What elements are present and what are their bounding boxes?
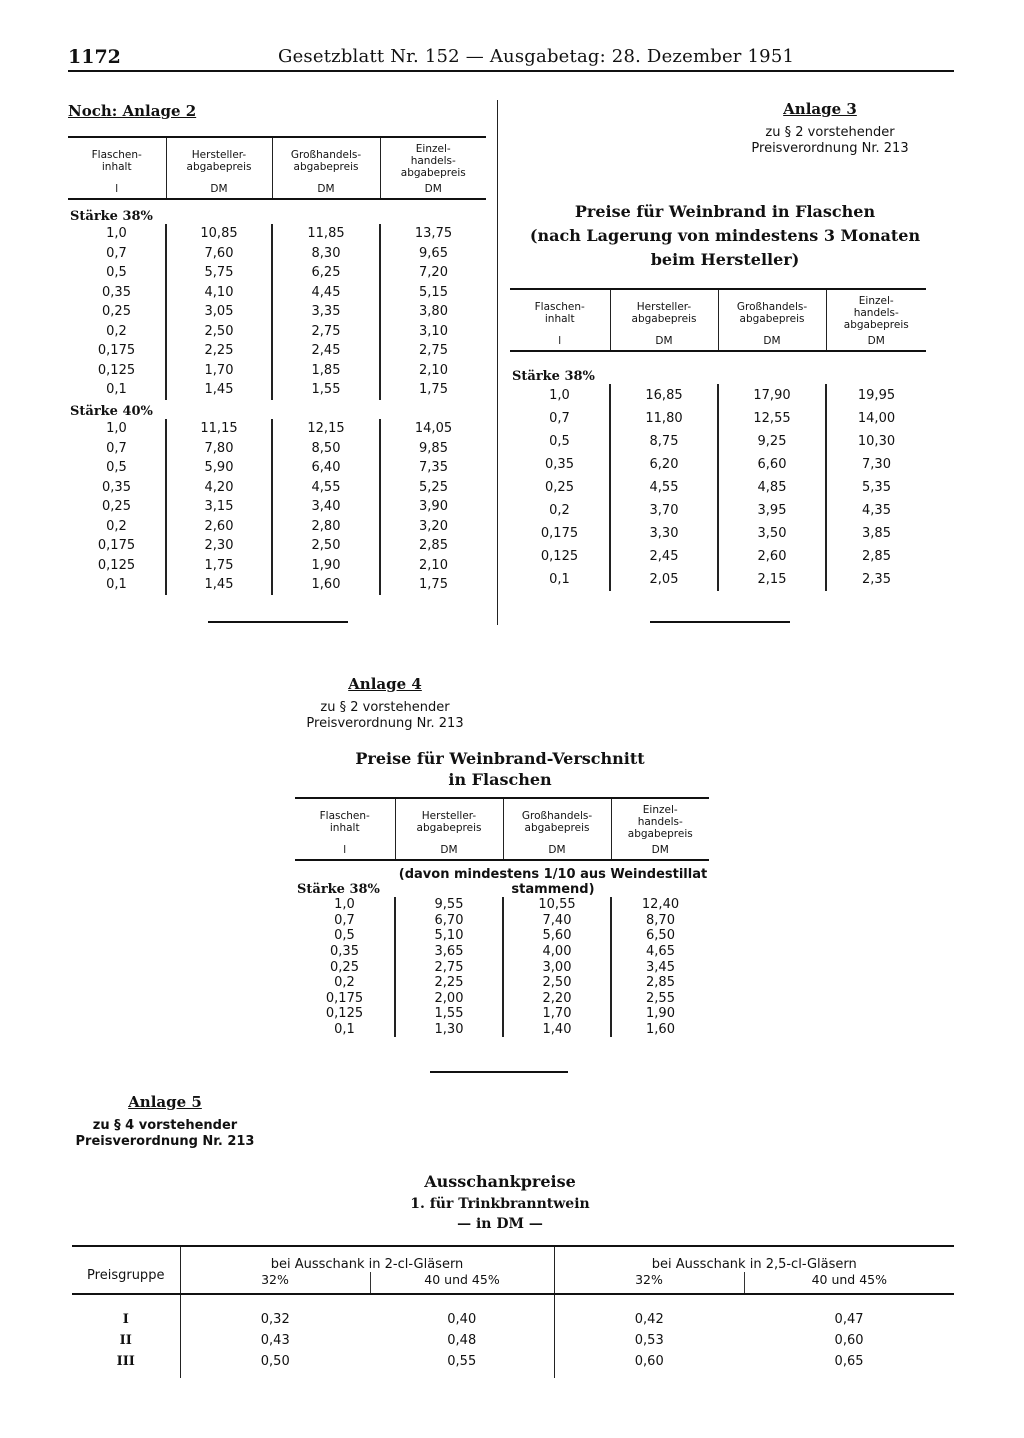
table-row [68, 439, 486, 459]
anlage3-table [510, 288, 926, 591]
table-cell: 0,125 [510, 545, 610, 568]
table-row [68, 244, 486, 264]
table-cell: 1,75 [419, 577, 448, 593]
table-cell: 0,175 [295, 991, 395, 1007]
table-cell: 5,75 [166, 263, 272, 283]
group-note [395, 860, 709, 897]
page-number: 1172 [68, 46, 121, 68]
table-cell: 11,80 [610, 407, 718, 430]
table-row [68, 575, 486, 595]
table-row [510, 499, 926, 522]
table-cell: 0,175 [510, 522, 610, 545]
table-row [510, 545, 926, 568]
price-cell: 0,53 [634, 1333, 664, 1348]
table-row [510, 522, 926, 545]
table-cell: 8,70 [646, 912, 675, 928]
end-rule [650, 621, 790, 623]
table-cell: 0,2 [68, 517, 166, 537]
group-label: Stärke 38% [512, 369, 595, 384]
col-hersteller: Hersteller- abgabepreis [395, 798, 503, 842]
table-row [510, 568, 926, 591]
sub-32: 32% [180, 1272, 370, 1294]
table-cell: 3,65 [395, 944, 503, 960]
col-flaschen: Flaschen- inhalt [68, 137, 166, 181]
table-row [68, 536, 486, 556]
table-row [510, 476, 926, 499]
table-row [68, 263, 486, 283]
anlage5-title: Ausschankpreise [424, 1172, 576, 1191]
table-cell: 2,50 [166, 322, 272, 342]
table-cell: 0,1 [510, 568, 610, 591]
table-cell: 2,45 [610, 545, 718, 568]
table-row [68, 302, 486, 322]
table-cell: 0,125 [68, 361, 166, 381]
col-einzelhandel: Einzel- handels- abgabepreis [826, 289, 926, 333]
price-cell: 0,47 [834, 1312, 864, 1327]
table-cell: 0,2 [295, 975, 395, 991]
table-cell: 3,80 [419, 304, 448, 320]
table-row [68, 419, 486, 439]
preisgruppe-cell: I [72, 1294, 180, 1330]
table-cell: 1,60 [272, 575, 380, 595]
table-cell: 12,55 [718, 407, 826, 430]
table-cell: 3,00 [503, 959, 611, 975]
table-cell: 9,55 [395, 897, 503, 913]
table-cell: 2,30 [166, 536, 272, 556]
table-cell: 2,85 [646, 975, 675, 991]
group-row [68, 199, 486, 224]
table-cell: 9,65 [419, 245, 448, 261]
table-cell: 8,50 [272, 439, 380, 459]
table-cell: 2,25 [166, 341, 272, 361]
table-cell: 3,40 [272, 497, 380, 517]
table-cell: 10,85 [166, 224, 272, 244]
table-cell: 1,55 [272, 380, 380, 400]
table-cell: 5,25 [419, 479, 448, 495]
table-cell: 2,85 [419, 538, 448, 554]
table-cell: 4,55 [610, 476, 718, 499]
table-cell: 1,75 [419, 382, 448, 398]
table-cell: 4,35 [862, 503, 891, 518]
table-cell: 7,30 [862, 457, 891, 472]
table-cell: 2,25 [395, 975, 503, 991]
table-cell: 0,1 [295, 1022, 395, 1038]
col-grosshandel: Großhandels- abgabepreis [503, 798, 611, 842]
table-cell: 3,90 [419, 499, 448, 515]
anlage3-title: Preise für Weinbrand in Flaschen (nach Lagerung von mindestens 3 Monaten beim Hersteller) [529, 202, 921, 269]
table-row [72, 1294, 954, 1330]
table-cell: 7,80 [166, 439, 272, 459]
table-row [510, 384, 926, 407]
table-cell: 2,60 [166, 517, 272, 537]
table-cell: 0,125 [68, 556, 166, 576]
group-row [510, 351, 926, 384]
page-header [68, 44, 954, 72]
col-grosshandel: Großhandels- abgabepreis [718, 289, 826, 333]
col-einzelhandel: Einzel- handels- abgabepreis [380, 137, 486, 181]
price-cell: 0,40 [370, 1294, 554, 1330]
table-cell: 1,40 [503, 1022, 611, 1038]
table-row [295, 975, 709, 991]
table-cell: 0,175 [68, 536, 166, 556]
sub-40-45: 40 und 45% [744, 1272, 954, 1294]
group-label: Stärke 40% [70, 404, 153, 419]
price-cell: 0,65 [834, 1354, 864, 1369]
table-cell: 3,45 [646, 959, 675, 975]
table-cell: 2,60 [718, 545, 826, 568]
table-cell: 3,15 [166, 497, 272, 517]
table-cell: 14,00 [857, 411, 896, 426]
table-cell: 11,85 [272, 224, 380, 244]
table-cell: 0,35 [295, 944, 395, 960]
table-cell: 2,50 [272, 536, 380, 556]
table-row [295, 959, 709, 975]
price-cell: 0,50 [260, 1354, 290, 1369]
table-cell: 0,5 [68, 263, 166, 283]
table-cell: 12,15 [272, 419, 380, 439]
table-cell: 2,80 [272, 517, 380, 537]
anlage4-title: Preise für Weinbrand-Verschnitt in Flaschen [355, 749, 645, 789]
end-rule [208, 621, 348, 623]
table-cell: 4,45 [272, 283, 380, 303]
table-cell: 3,10 [419, 323, 448, 339]
table-cell: 5,90 [166, 458, 272, 478]
table-cell: 0,35 [510, 453, 610, 476]
table-cell: 4,20 [166, 478, 272, 498]
table-row [68, 497, 486, 517]
table-cell: 16,85 [610, 384, 718, 407]
table-cell: 8,30 [272, 244, 380, 264]
table-row [510, 453, 926, 476]
table-cell: 1,0 [68, 224, 166, 244]
table-cell: 1,0 [510, 384, 610, 407]
table-cell: 1,70 [503, 1006, 611, 1022]
group-label: Stärke 38% [70, 209, 153, 224]
table-cell: 3,85 [862, 526, 891, 541]
table-row [68, 283, 486, 303]
table-row [72, 1330, 954, 1351]
table-cell: 2,20 [503, 991, 611, 1007]
anlage3-heading: Anlage 3 [783, 100, 857, 118]
table-row [72, 1351, 954, 1378]
table-cell: 6,40 [272, 458, 380, 478]
anlage5-unit: — in DM — [457, 1216, 543, 1232]
table-cell: 17,90 [718, 384, 826, 407]
table-cell: 1,30 [395, 1022, 503, 1038]
unit-dm: DM [380, 181, 486, 199]
table-row [68, 517, 486, 537]
unit-dm: DM [166, 181, 272, 199]
table-cell: 10,55 [503, 897, 611, 913]
table-cell: 2,35 [862, 572, 891, 587]
price-cell: 0,48 [370, 1330, 554, 1351]
table-cell: 4,10 [166, 283, 272, 303]
table-cell: 0,1 [68, 380, 166, 400]
table-row [68, 341, 486, 361]
table-cell: 2,75 [395, 959, 503, 975]
price-cell: 0,60 [834, 1333, 864, 1348]
table-cell: 2,15 [718, 568, 826, 591]
table-cell: 0,125 [295, 1006, 395, 1022]
table-cell: 7,40 [503, 913, 611, 929]
table-cell: 12,40 [641, 897, 680, 913]
table-cell: 9,25 [718, 430, 826, 453]
anlage4-table [295, 797, 709, 1037]
table-cell: 6,50 [646, 928, 675, 944]
table-cell: 1,90 [646, 1006, 675, 1022]
table-row [68, 458, 486, 478]
table-row [295, 928, 709, 944]
table-cell: 0,7 [295, 913, 395, 929]
table-cell: 1,45 [166, 575, 272, 595]
table-cell: 4,65 [646, 944, 675, 960]
table-cell: 11,15 [166, 419, 272, 439]
table-cell: 7,20 [419, 265, 448, 281]
table-cell: 8,75 [610, 430, 718, 453]
table-row [295, 913, 709, 929]
table-cell: 0,35 [68, 283, 166, 303]
sub-40-45: 40 und 45% [370, 1272, 554, 1294]
unit-dm: DM [395, 842, 503, 860]
table-row [68, 556, 486, 576]
col-einzelhandel: Einzel- handels- abgabepreis [611, 798, 709, 842]
unit-liter: l [68, 181, 166, 199]
table-cell: 2,10 [419, 362, 448, 378]
unit-dm: DM [272, 181, 380, 199]
table-row [68, 361, 486, 381]
table-cell: 0,7 [510, 407, 610, 430]
price-cell: 0,60 [634, 1354, 664, 1369]
anlage5-reference: zu § 4 vorstehender Preisverordnung Nr. 213 [75, 1118, 255, 1149]
unit-liter: l [510, 333, 610, 351]
col-hersteller: Hersteller- abgabepreis [166, 137, 272, 181]
table-cell: 7,60 [166, 244, 272, 264]
col-flaschen: Flaschen- inhalt [510, 289, 610, 333]
table-cell: 2,45 [272, 341, 380, 361]
table-row [510, 407, 926, 430]
anlage5-table [72, 1245, 954, 1378]
table-row [68, 224, 486, 244]
table-row [68, 322, 486, 342]
table-cell: 7,35 [419, 460, 448, 476]
col-25cl: bei Ausschank in 2,5-cl-Gläsern [554, 1246, 954, 1272]
table-cell: 9,85 [419, 440, 448, 456]
table-cell: 0,5 [68, 458, 166, 478]
table-cell: 4,00 [503, 944, 611, 960]
table-cell: 3,50 [718, 522, 826, 545]
anlage2-heading: Noch: Anlage 2 [68, 102, 197, 120]
table-cell: 6,20 [610, 453, 718, 476]
table-cell: 6,60 [718, 453, 826, 476]
table-cell: 5,60 [503, 928, 611, 944]
gazette-title: Gesetzblatt Nr. 152 — Ausgabetag: 28. Dezember 1951 [278, 46, 795, 67]
col-2cl: bei Ausschank in 2-cl-Gläsern [180, 1246, 554, 1272]
anlage5-subtitle: 1. für Trinkbranntwein [410, 1196, 590, 1212]
table-cell: 1,0 [295, 897, 395, 913]
group-label: Stärke 38% [297, 882, 380, 897]
table-cell: 0,35 [68, 478, 166, 498]
table-cell: 4,85 [718, 476, 826, 499]
table-cell: 0,7 [68, 244, 166, 264]
table-row [295, 1006, 709, 1022]
table-cell: 3,35 [272, 302, 380, 322]
group-row [68, 400, 486, 420]
table-cell: 1,70 [166, 361, 272, 381]
table-row [295, 991, 709, 1007]
table-cell: 2,85 [862, 549, 891, 564]
table-cell: 0,5 [295, 928, 395, 944]
col-hersteller: Hersteller- abgabepreis [610, 289, 718, 333]
anlage2-table [68, 136, 486, 595]
table-row [510, 430, 926, 453]
anlage4-reference: zu § 2 vorstehender Preisverordnung Nr. 213 [306, 700, 464, 731]
table-cell: 1,90 [272, 556, 380, 576]
preisgruppe-cell: II [72, 1330, 180, 1351]
unit-dm: DM [610, 333, 718, 351]
table-cell: 2,05 [610, 568, 718, 591]
table-cell: 4,55 [272, 478, 380, 498]
table-cell: 13,75 [414, 226, 453, 242]
price-cell: 0,32 [260, 1312, 290, 1327]
table-cell: 1,0 [68, 419, 166, 439]
group-note-line: (davon mindestens 1/10 aus Weindestillat [398, 867, 708, 882]
table-cell: 2,55 [646, 990, 675, 1006]
table-cell: 1,45 [166, 380, 272, 400]
table-cell: 3,95 [718, 499, 826, 522]
table-row [295, 944, 709, 960]
table-cell: 1,55 [395, 1006, 503, 1022]
unit-dm: DM [826, 333, 926, 351]
anlage5-heading: Anlage 5 [128, 1093, 202, 1111]
price-cell: 0,43 [260, 1333, 290, 1348]
table-cell: 2,75 [272, 322, 380, 342]
table-row [295, 1022, 709, 1038]
table-cell: 0,25 [68, 497, 166, 517]
end-rule [430, 1071, 568, 1073]
table-row [68, 478, 486, 498]
table-cell: 0,25 [510, 476, 610, 499]
column-divider [497, 100, 498, 625]
table-cell: 3,70 [610, 499, 718, 522]
unit-dm: DM [718, 333, 826, 351]
col-flaschen: Flaschen- inhalt [295, 798, 395, 842]
group-row [295, 860, 709, 897]
table-cell: 3,05 [166, 302, 272, 322]
table-cell: 5,15 [419, 284, 448, 300]
table-cell: 6,25 [272, 263, 380, 283]
price-cell: 0,55 [370, 1351, 554, 1378]
unit-dm: DM [611, 842, 709, 860]
anlage3-reference: zu § 2 vorstehender Preisverordnung Nr. 213 [751, 125, 909, 156]
table-cell: 0,2 [68, 322, 166, 342]
table-row [68, 380, 486, 400]
table-cell: 0,1 [68, 575, 166, 595]
price-cell: 0,42 [634, 1312, 664, 1327]
col-grosshandel: Großhandels- abgabepreis [272, 137, 380, 181]
table-cell: 0,25 [295, 959, 395, 975]
table-cell: 5,10 [395, 928, 503, 944]
table-cell: 0,2 [510, 499, 610, 522]
group-note-line: stammend) [511, 882, 595, 897]
table-cell: 2,75 [419, 343, 448, 359]
preisgruppe-cell: III [72, 1351, 180, 1378]
table-cell: 3,20 [419, 518, 448, 534]
unit-dm: DM [503, 842, 611, 860]
col-preisgruppe: Preisgruppe [72, 1246, 180, 1294]
sub-32: 32% [554, 1272, 744, 1294]
anlage4-heading: Anlage 4 [348, 675, 422, 693]
table-cell: 3,30 [610, 522, 718, 545]
table-cell: 14,05 [414, 421, 453, 437]
table-cell: 1,85 [272, 361, 380, 381]
table-cell: 2,00 [395, 991, 503, 1007]
table-cell: 19,95 [857, 388, 896, 403]
table-cell: 2,50 [503, 975, 611, 991]
table-cell: 0,175 [68, 341, 166, 361]
table-cell: 6,70 [395, 913, 503, 929]
table-cell: 0,25 [68, 302, 166, 322]
table-cell: 5,35 [862, 480, 891, 495]
table-cell: 0,7 [68, 439, 166, 459]
table-cell: 0,5 [510, 430, 610, 453]
table-cell: 1,60 [646, 1022, 675, 1038]
unit-liter: l [295, 842, 395, 860]
table-cell: 1,75 [166, 556, 272, 576]
table-cell: 2,10 [419, 557, 448, 573]
table-row [295, 897, 709, 913]
table-cell: 10,30 [857, 434, 896, 449]
